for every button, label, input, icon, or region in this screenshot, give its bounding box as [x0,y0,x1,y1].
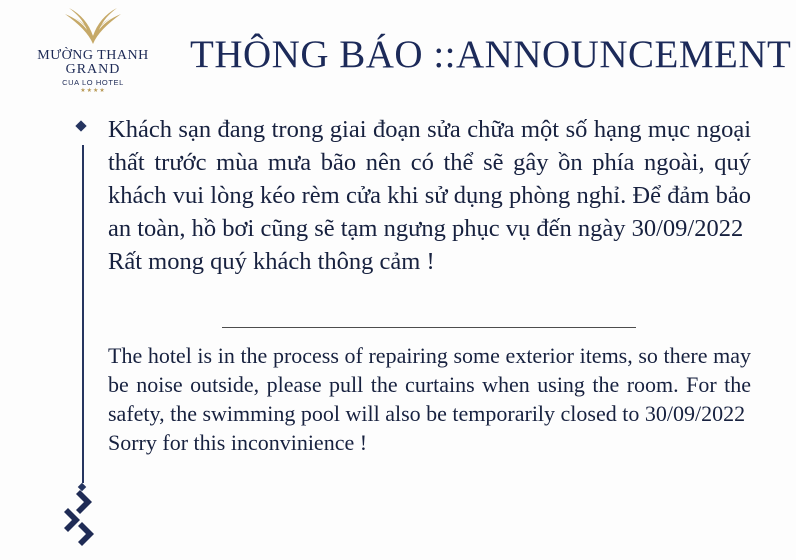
hotel-logo [28,6,158,95]
english-closing: Sorry for this inconvinience ! [108,430,368,455]
diamond-ornament-top-icon [75,120,86,131]
vertical-divider [82,145,84,483]
wings-emblem-icon [53,6,133,46]
brand-name-line1: MƯỜNG THANH [37,48,149,63]
vietnamese-notice [108,113,751,278]
brand-location: CUA LO HOTEL [62,78,124,87]
corner-ornament-icon [58,488,108,548]
section-divider [222,327,636,328]
rating-stars: ★★★★ [80,88,106,94]
english-notice [108,341,751,457]
vietnamese-closing: Rất mong quý khách thông cảm ! [108,248,435,275]
vietnamese-paragraph: Khách sạn đang trong giai đoạn sửa chữa một số hạng mục ngoại thất trước mùa mưa bão nên có thể sẽ gây ồn phía ngoài, quý khách vui lòng kéo rèm cửa khi sử dụng phòng nghỉ. Để đảm bảo an toàn, hồ bơi cũng sẽ tạm ngưng phục vụ đến ngày 30/09/2022 [108,116,751,242]
page-title: THÔNG BÁO ::ANNOUNCEMENT [190,33,792,76]
brand-name-line2: GRAND [65,62,121,77]
english-paragraph: The hotel is in the process of repairing some exterior items, so there may be noise outside, please pull the curtains when using the room. For the safety, the swimming pool will also be temporarily closed to 30/09/2022 [108,343,751,426]
